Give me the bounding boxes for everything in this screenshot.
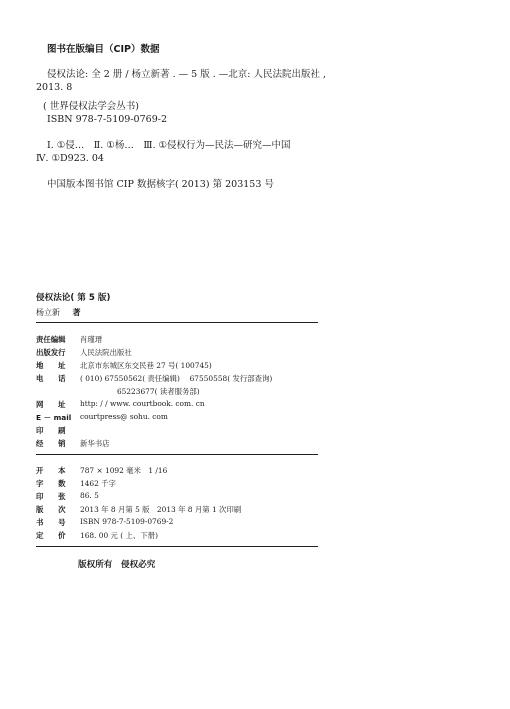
value-address: 北京市东城区东交民巷 27 号( 100745) xyxy=(80,361,212,370)
label-edition: 版 次 xyxy=(36,505,66,514)
cip-line-7: 中国版本图书馆 CIP 数据核字( 2013) 第 203153 号 xyxy=(47,179,274,190)
cip-line-4: ISBN 978-7-5109-0769-2 xyxy=(47,114,167,125)
value-isbn: ISBN 978-7-5109-0769-2 xyxy=(80,517,174,526)
label-email: E － mail xyxy=(36,413,72,422)
value-word-count: 1462 千字 xyxy=(80,479,116,488)
author-role: 著 xyxy=(72,308,81,317)
value-sheets: 86. 5 xyxy=(80,491,99,500)
book-author xyxy=(36,307,81,318)
label-word-count: 字 数 xyxy=(36,479,66,488)
value-edition: 2013 年 8 月第 5 版 2013 年 8 月第 1 次印刷 xyxy=(80,505,242,514)
value-phone-reader: 65223677( 读者服务部) xyxy=(80,387,200,396)
label-phone: 电 话 xyxy=(36,374,66,383)
divider-top xyxy=(36,322,318,323)
divider-bottom xyxy=(36,546,318,547)
value-editor: 肖瑾瑨 xyxy=(80,335,103,344)
label-isbn: 书 号 xyxy=(36,518,66,527)
cip-line-2: 2013. 8 xyxy=(36,82,73,93)
value-phone: ( 010) 67550562( 责任编辑) 67550558( 发行部查询) xyxy=(80,374,273,383)
cip-line-5: Ⅰ. ①侵… Ⅱ. ①杨… Ⅲ. ①侵权行为—民法—研究—中国 xyxy=(47,140,291,151)
cip-heading: 图书在版编目（CIP）数据 xyxy=(47,44,160,55)
label-website: 网 址 xyxy=(36,400,66,409)
label-editor: 责任编辑 xyxy=(36,335,66,344)
label-printer: 印 刷 xyxy=(36,426,66,435)
label-address: 地 址 xyxy=(36,361,66,370)
author-name: 杨立新 xyxy=(36,308,60,317)
label-format: 开 本 xyxy=(36,466,66,475)
value-price: 168. 00 元 ( 上、下册) xyxy=(80,531,158,540)
label-price: 定 价 xyxy=(36,531,66,540)
value-publisher: 人民法院出版社 xyxy=(80,348,132,357)
label-publisher: 出版发行 xyxy=(36,348,66,357)
value-distributor: 新华书店 xyxy=(80,439,110,448)
value-website: http: / / www. courtbook. com. cn xyxy=(80,399,205,408)
cip-line-6: Ⅳ. ①D923. 04 xyxy=(36,153,104,164)
label-sheets: 印 张 xyxy=(36,492,66,501)
cip-line-1: 侵权法论: 全 2 册 / 杨立新著 . — 5 版 . —北京: 人民法院出版社 , xyxy=(47,69,327,80)
value-format: 787 × 1092 毫米 1 /16 xyxy=(80,466,168,475)
book-title: 侵权法论( 第 5 版) xyxy=(36,293,111,303)
copyright-notice: 版权所有 侵权必究 xyxy=(78,560,156,570)
value-email: courtpress@ sohu. com xyxy=(80,412,168,421)
label-distributor: 经 销 xyxy=(36,439,66,448)
cip-line-3: ( 世界侵权法学会丛书) xyxy=(43,101,139,112)
divider-middle xyxy=(36,454,318,455)
